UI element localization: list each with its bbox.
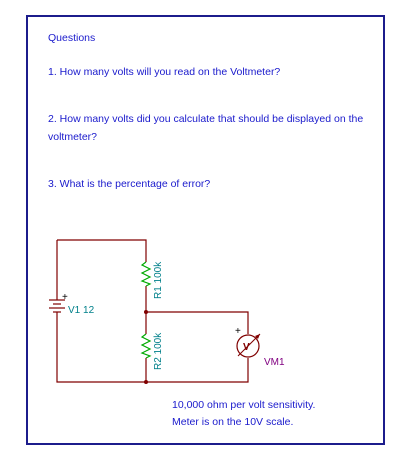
question-1: 1. How many volts will you read on the Voltmeter? (48, 66, 281, 78)
r1-resistor (142, 262, 150, 286)
voltmeter-symbol: V (243, 342, 250, 353)
note-scale: Meter is on the 10V scale. (172, 416, 294, 428)
battery-plus-label: + (62, 292, 68, 303)
question-2: 2. How many volts did you calculate that should be displayed on the voltmeter? (48, 113, 364, 143)
junction-dot-bottom (144, 380, 148, 384)
junction-dot-top (144, 310, 148, 314)
battery-label: V1 12 (68, 305, 95, 316)
question-3: 3. What is the percentage of error? (48, 178, 211, 190)
voltmeter-label: VM1 (264, 357, 285, 368)
voltmeter-plus-label: + (235, 326, 241, 337)
note-sensitivity: 10,000 ohm per volt sensitivity. (172, 399, 316, 411)
r2-resistor (142, 334, 150, 358)
r1-label: R1 100k (153, 261, 164, 299)
questions-heading: Questions (48, 32, 96, 44)
r2-label: R2 100k (153, 332, 164, 370)
